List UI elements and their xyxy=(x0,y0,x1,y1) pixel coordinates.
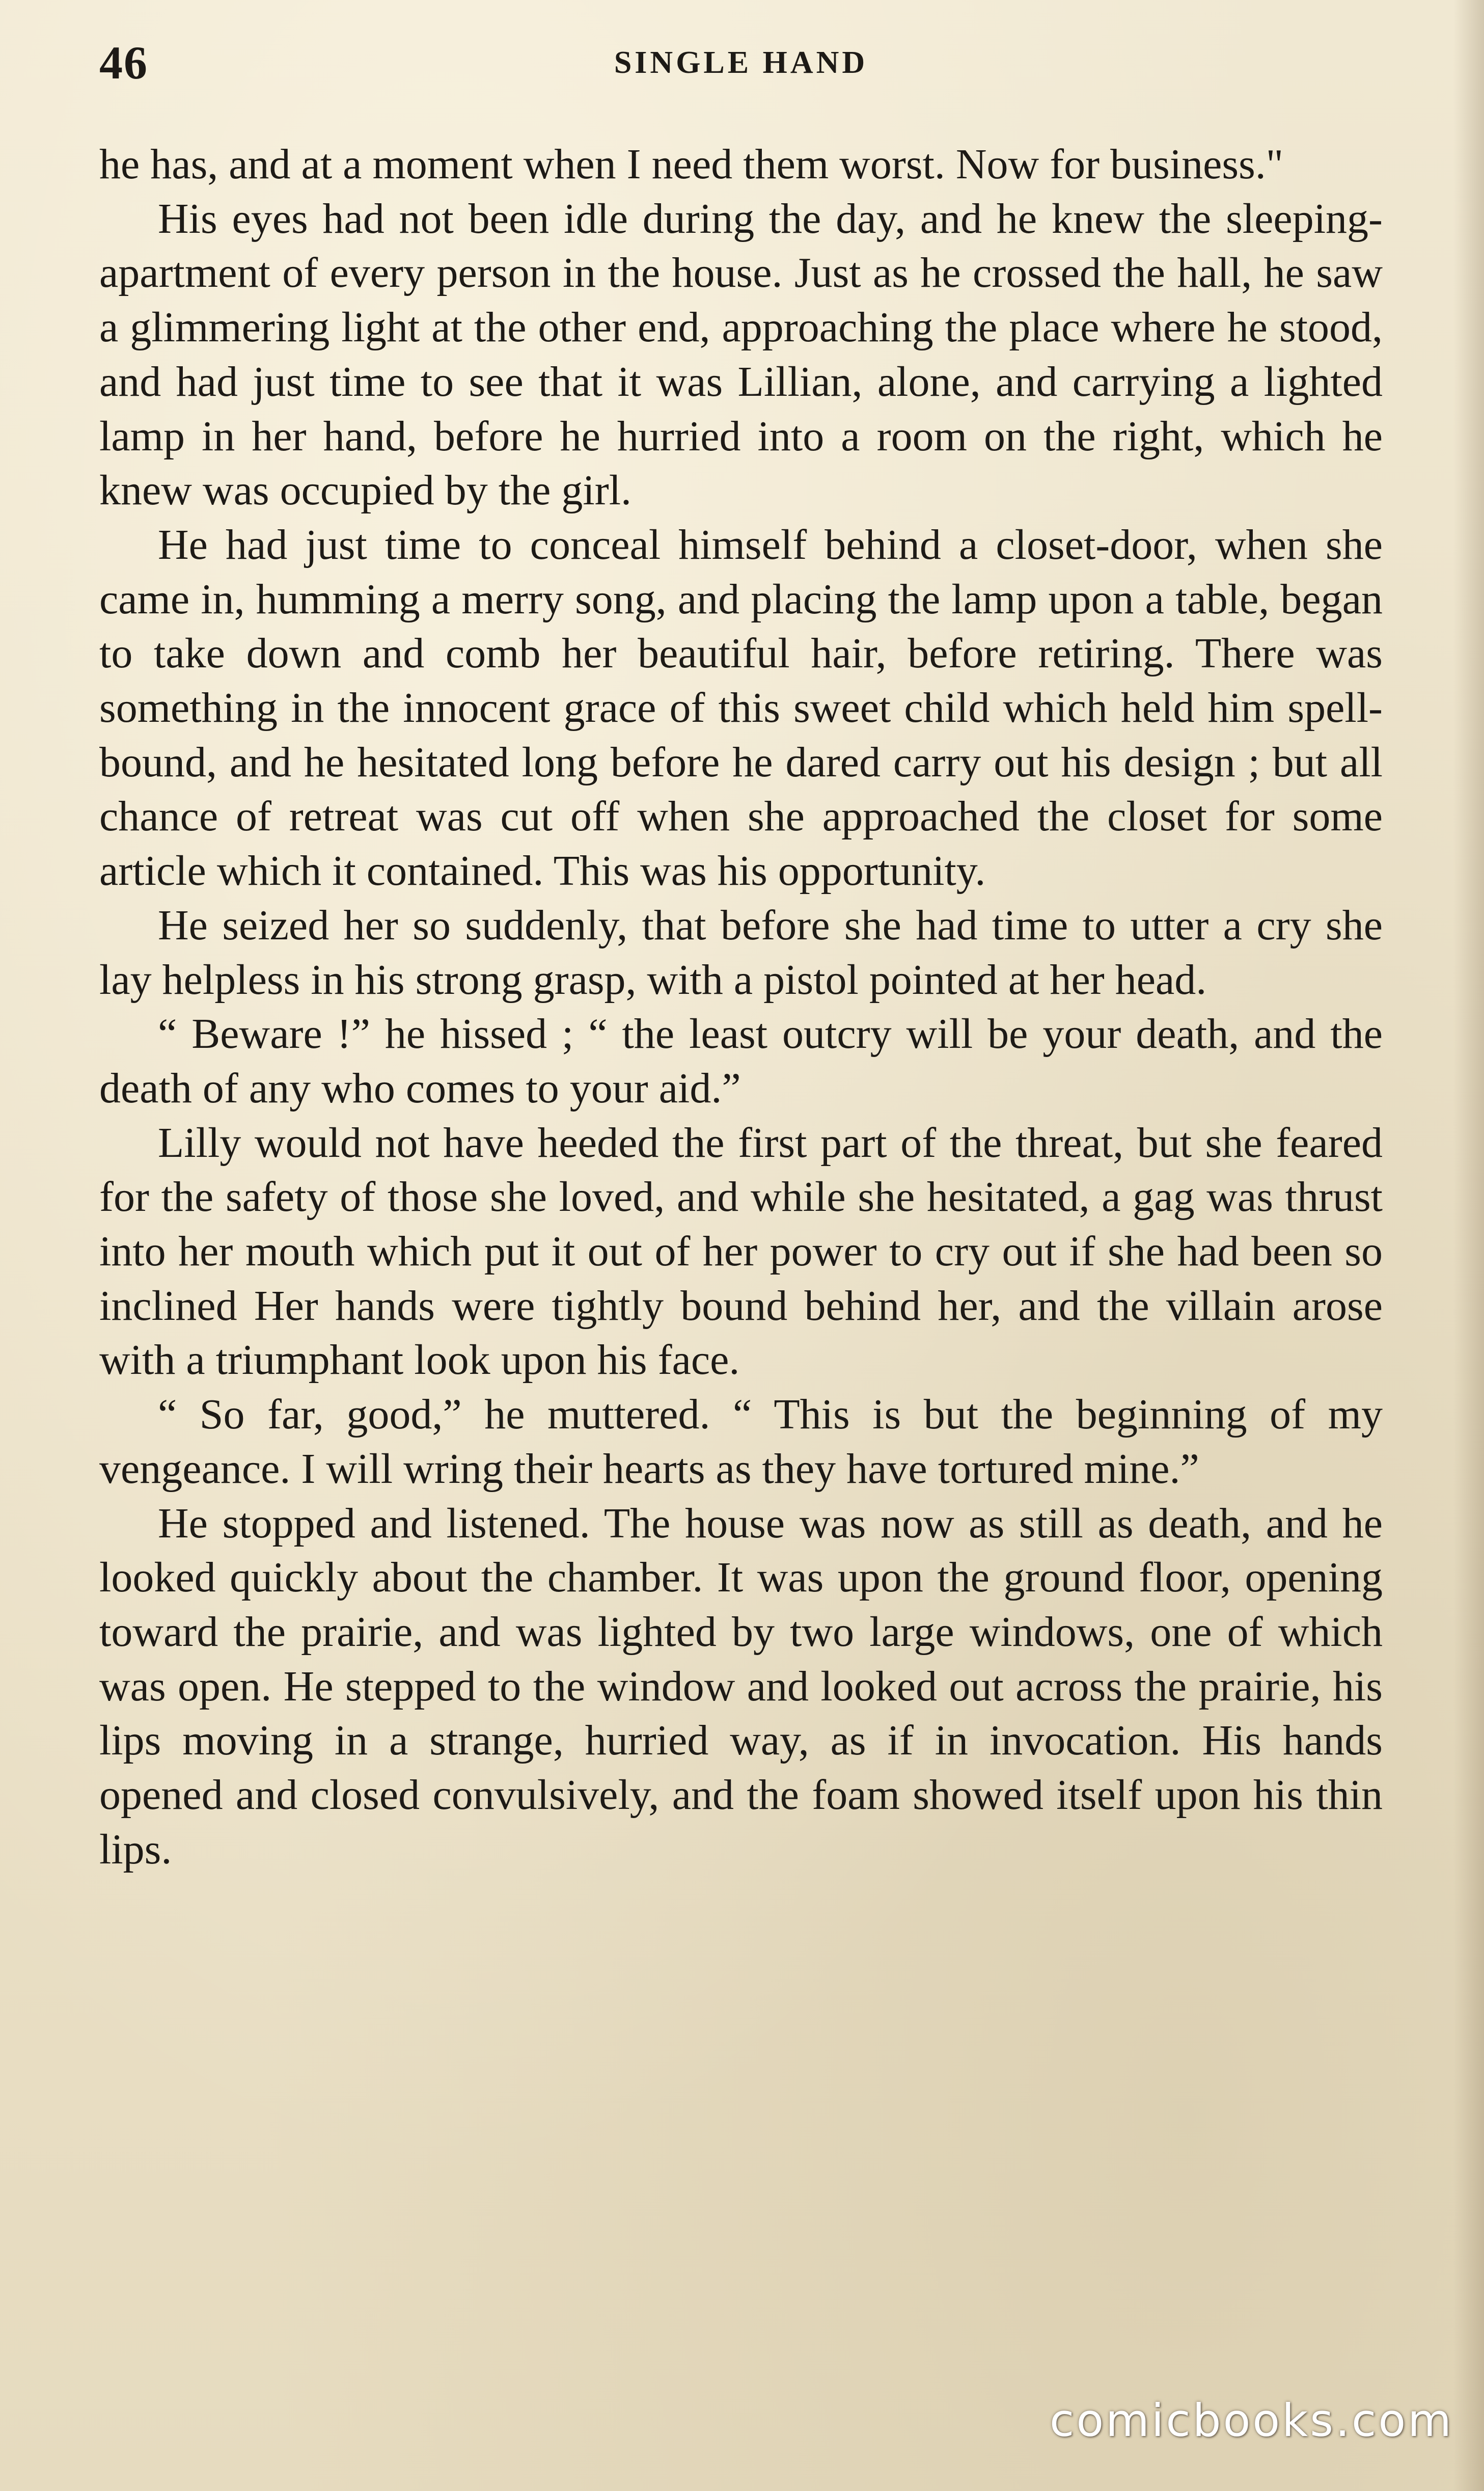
page-number: 46 xyxy=(99,37,148,89)
running-title: SINGLE HAND xyxy=(614,45,868,80)
page-edge-shadow xyxy=(1453,0,1484,2491)
paragraph: he has, and at a moment when I need them worst. Now for business." xyxy=(99,141,1284,188)
watermark: comicbooks.com xyxy=(1049,2394,1453,2447)
page-header xyxy=(99,36,1383,92)
body-text xyxy=(99,138,1383,1877)
paragraph: “ Beware !” he hissed ; “ the least outcry will be your death, and the death of any who comes to your aid.” xyxy=(99,1010,1383,1112)
paragraph: Lilly would not have heeded the first part of the threat, but she feared for the safety of those she loved, and while she hesitated, a gag was thrust into her mouth which put it out of her power to cry out if she had been so inclined Her hands were tightly bound behind her, and the villain arose with a triumphant look upon his face. xyxy=(99,1119,1383,1384)
paragraph: “ So far, good,” he muttered. “ This is but the beginning of my vengeance. I will wring their hearts as they have tortured mine.” xyxy=(99,1391,1383,1493)
paragraph: His eyes had not been idle during the day, and he knew the sleeping-apartment of every person in the house. Just as he crossed the hall, he saw a glimmering light at the other end, approaching the place where he stood, and had just time to see that it was Lillian, alone, and carrying a lighted lamp in her hand, before he hurried into a room on the right, which he knew was occupied by the girl. xyxy=(99,195,1383,515)
paragraph: He seized her so suddenly, that before she had time to utter a cry she lay helpless in his strong grasp, with a pistol pointed at her head. xyxy=(99,901,1383,1004)
paragraph: He stopped and listened. The house was now as still as death, and he looked quickly about the chamber. It was upon the ground floor, opening toward the prairie, and was lighted by two large windows, one of which was open. He stepped to the window and looked out across the prairie, his lips moving in a strange, hurried way, as if in invocation. His hands opened and closed convulsively, and the foam showed itself upon his thin lips. xyxy=(99,1499,1383,1873)
paragraph: He had just time to conceal himself behind a closet-door, when she came in, humming a merry song, and placing the lamp upon a table, began to take down and comb her beautiful hair, before retiring. There was something in the innocent grace of this sweet child which held him spell-bound, and he hesitated long before he dared carry out his design ; but all chance of retreat was cut off when she approached the closet for some article which it contained. This was his opportunity. xyxy=(99,521,1383,895)
